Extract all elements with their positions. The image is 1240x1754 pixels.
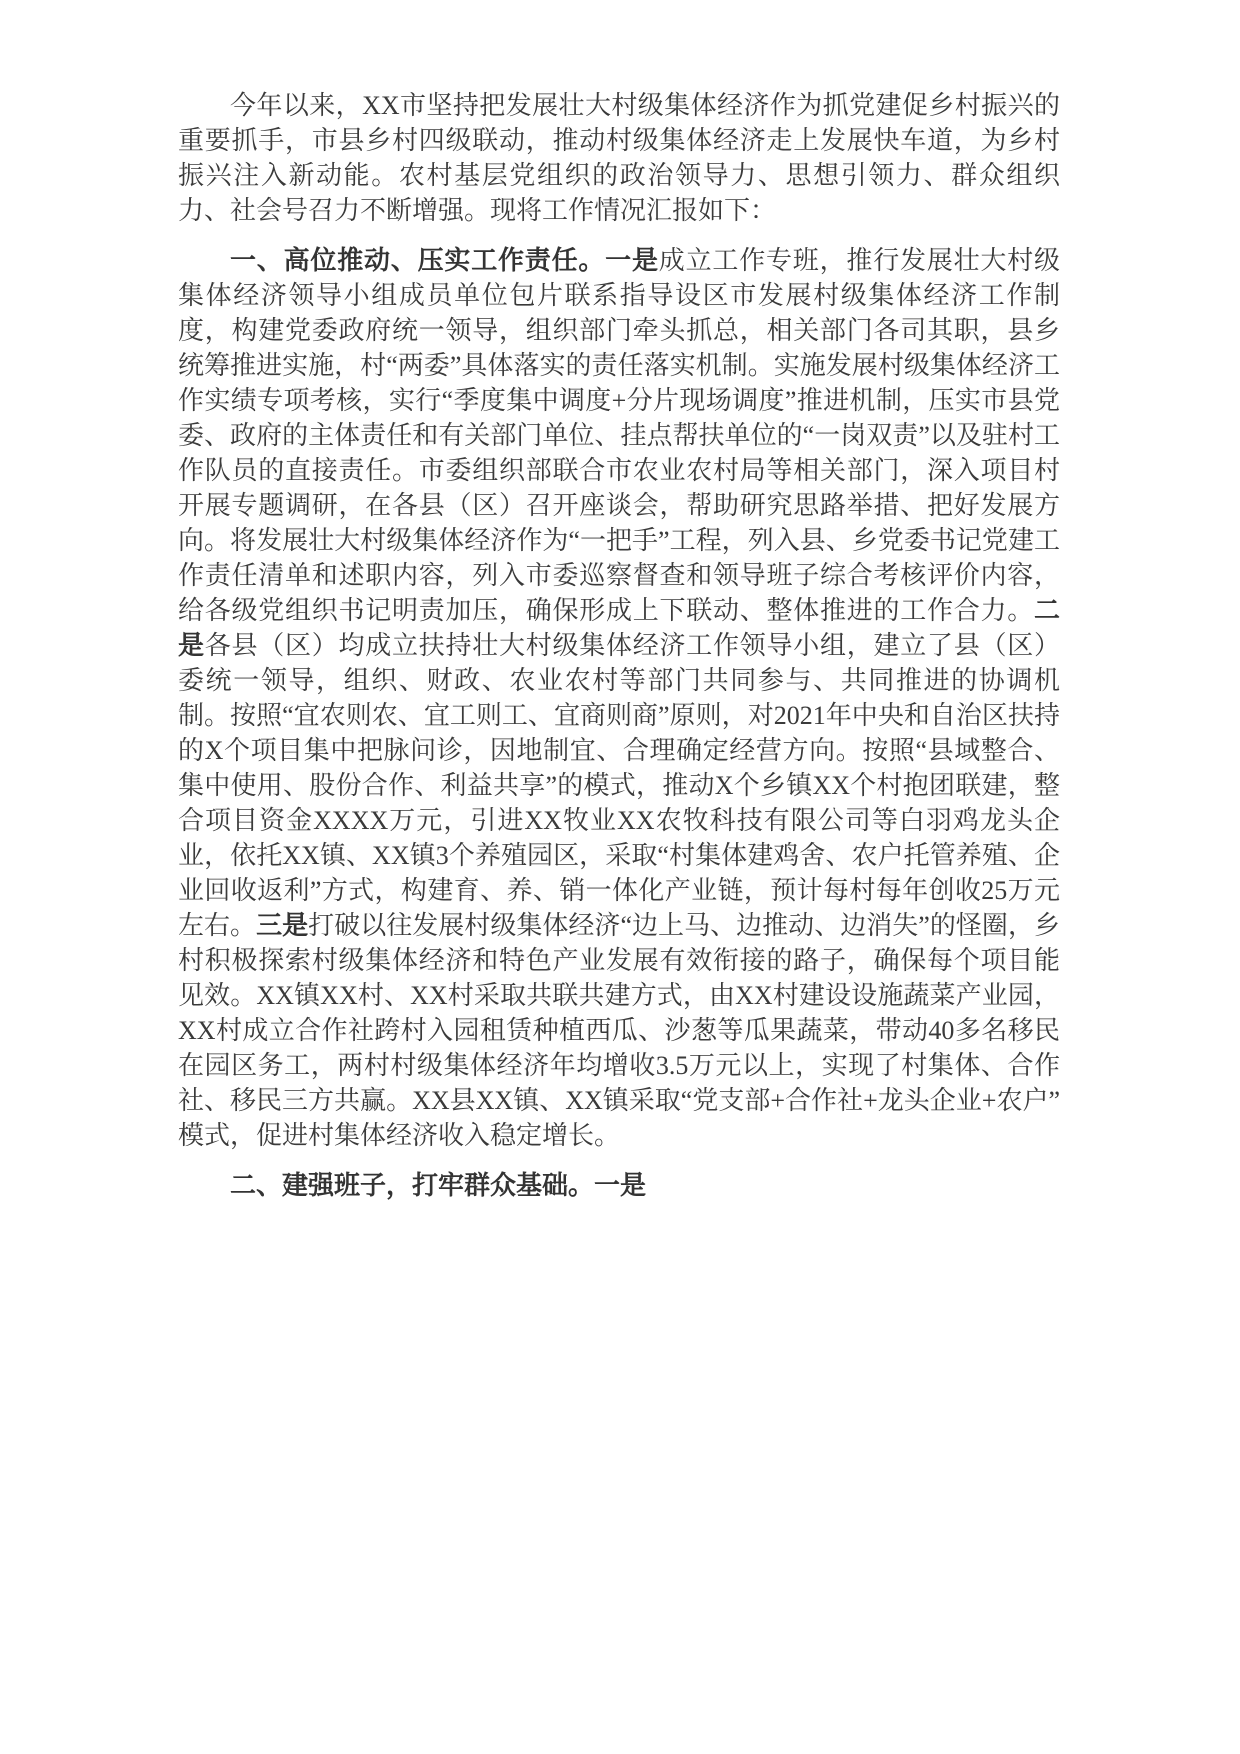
bold-text-run: 三是 (256, 911, 309, 940)
text-run: 成立工作专班，推行发展壮大村级集体经济领导小组成员单位包片联系指导设区市发展村级集体经济工作制度，构建党委政府统一领导，组织部门牵头抓总，相关部门各司其职，县乡统筹推进实施，村“两委”具体落实的责任落实机制。实施发展村级集体经济工作实绩专项考核，实行“季度集中调度+分片现场调度”推进机制，压实市县党委、政府的主体责任和有关部门单位、挂点帮扶单位的“一岗双责”以及驻村工作队员的直接责任。市委组织部联合市农业农村局等相关部门，深入项目村开展专题调研，在各县（区）召开座谈会，帮助研究思路举措、把好发展方向。将发展壮大村级集体经济作为“一把手”工程，列入县、乡党委书记党建工作责任清单和述职内容，列入市委巡察督查和领导班子综合考核评价内容，给各级党组织书记明责加压，确保形成上下联动、整体推进的工作合力。 (178, 246, 1060, 625)
section-1-paragraph (178, 243, 1060, 1153)
text-run: 今年以来，XX市坚持把发展壮大村级集体经济作为抓党建促乡村振兴的重要抓手，市县乡村四级联动，推动村级集体经济走上发展快车道，为乡村振兴注入新动能。农村基层党组织的政治领导力、思想引领力、群众组织力、社会号召力不断增强。现将工作情况汇报如下： (178, 91, 1060, 225)
intro-paragraph (178, 88, 1060, 228)
text-run: 各县（区）均成立扶持壮大村级集体经济工作领导小组，建立了县（区）委统一领导，组织、财政、农业农村等部门共同参与、共同推进的协调机制。按照“宜农则农、宜工则工、宜商则商”原则，对2021年中央和自治区扶持的X个项目集中把脉问诊，因地制宜、合理确定经营方向。按照“县域整合、集中使用、股份合作、利益共享”的模式，推动X个乡镇XX个村抱团联建，整合项目资金XXXX万元，引进XX牧业XX农牧科技有限公司等白羽鸡龙头企业，依托XX镇、XX镇3个养殖园区，采取“村集体建鸡舍、农户托管养殖、企业回收返利”方式，构建育、养、销一体化产业链，预计每村每年创收25万元左右。 (178, 631, 1060, 940)
section-2-paragraph (178, 1168, 1060, 1203)
document-body (178, 88, 1060, 1203)
bold-text-run: 二、建强班子，打牢群众基础。一是 (230, 1171, 647, 1200)
bold-text-run: 一、高位推动、压实工作责任。一是 (230, 246, 659, 275)
bold-text-run: 二是 (178, 596, 1060, 660)
text-run: 打破以往发展村级集体经济“边上马、边推动、边消失”的怪圈，乡村积极探索村级集体经济和特色产业发展有效衔接的路子，确保每个项目能见效。XX镇XX村、XX村采取共联共建方式，由XX村建设设施蔬菜产业园，XX村成立合作社跨村入园租赁种植西瓜、沙葱等瓜果蔬菜，带动40多名移民在园区务工，两村村级集体经济年均增收3.5万元以上，实现了村集体、合作社、移民三方共赢。XX县XX镇、XX镇采取“党支部+合作社+龙头企业+农户”模式，促进村集体经济收入稳定增长。 (178, 911, 1060, 1150)
